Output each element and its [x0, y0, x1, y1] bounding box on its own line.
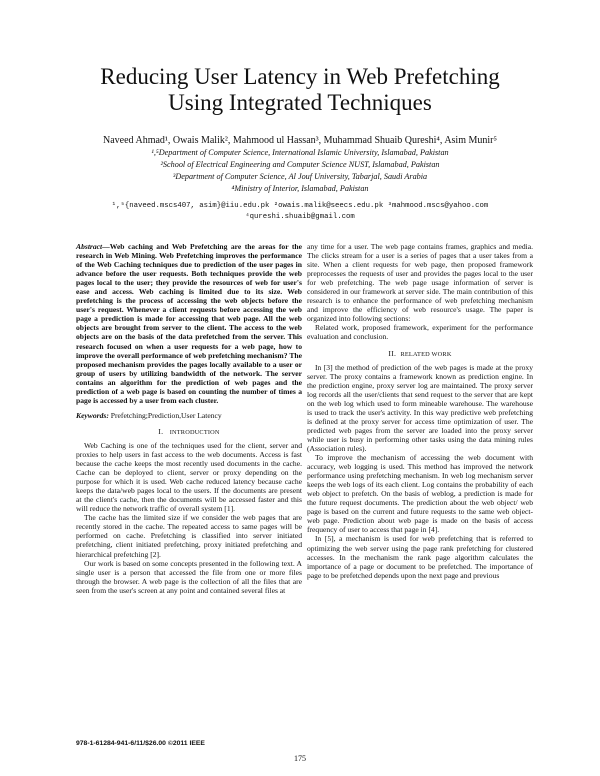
email-line-1: ¹,⁵{naveed.mscs407, asim}@iiu.edu.pk ²owais.malik@seecs.edu.pk ³mahmood.mscs@yahoo.com [111, 202, 489, 210]
intro-paragraph-2: The cache has the limited size if we consider the web pages that are recently stored in the cache. The repeated access to same pages will be performed on cache. Prefetching is classified into server initiated prefetching, client initiated prefetching, proxy initiated prefetching and hierarchical prefetching [2]. [76, 513, 302, 559]
left-column [76, 242, 302, 595]
section-heading-related-work [307, 349, 533, 359]
copyright-notice: 978-1-61284-941-6/11/$26.00 ©2011 IEEE [76, 740, 205, 747]
section-1-number: I. [158, 426, 164, 436]
abstract-lead: Abstract [76, 242, 103, 251]
intro-continued-paragraph: any time for a user. The web page contains frames, graphics and media. The clicks stream for a user is a series of pages that a user takes from a site. When a client requests for web page, then proposed framework preprocesses the requests of user and provides the pages local to the user for web prefetching. The web page usage information of server is considered in our framework at server side. The main contribution of this research is to enhance the performance of web prefetching mechanism and improve the efficiency of web resource's usage. The paper is organized into following sections: [307, 242, 533, 324]
email-block [0, 201, 600, 222]
section-heading-introduction [76, 427, 302, 437]
title-line-1: Reducing User Latency in Web Prefetching [100, 64, 500, 89]
related-work-paragraph-2: To improve the mechanism of accessing the web document with accuracy, web logging is used. This method has improved the network performance using prefetching mechanism. In web log mechanism server keeps the web logs of its each client. Log contains the probability of each web object to prefetch. On the basis of weblog, a prediction is made for the future request documents. The prediction about the web object/ web page is based on the current and future requests to the same web object-web page. Prediction about web page is made on the basis of access frequency of user to access that page in [4]. [307, 453, 533, 535]
abstract [76, 242, 302, 405]
paper-title [0, 64, 600, 116]
intro-paragraph-1: Web Caching is one of the techniques used for the client, server and proxies to help users in fast access to the web documents. Access is fast because the cache keeps the most recently used documents in the cache. Cache can be deployed to client, server or proxy depending on the purpose for which it is used. Web cache reduced latency because cache keeps the data/web pages local to the users. If the documents are present at the client's cache, then the documents will be accessed faster and this will reduce the network traffic of overall system [1]. [76, 440, 302, 514]
email-line-2: ⁴qureshi.shuaib@gmail.com [245, 212, 355, 221]
affiliation-4: ⁴Ministry of Interior, Islamabad, Pakistan [231, 184, 369, 193]
title-line-2: Using Integrated Techniques [168, 90, 432, 115]
keywords [76, 411, 302, 420]
abstract-text: —Web caching and Web Prefetching are the areas for the research in Web Mining. Web Prefetching improves the performance of the Web Caching techniques due to prediction of the user pages in advance before the user requests. Both techniques provide the web pages local to the user; they provide the resources of web for user's ease and access. Web caching is limited due to its size. Web prefetching is the process of accessing the web objects before the user's request. Whenever a client requests before accessing the web page a prediction is made for accessing that web page. All the web objects are brought from server to the client. The access to the web objects are on the basis of the data prefetched from the server. This research focused on when a user requests for a web page, how to improve the overall performance of web prefetching mechanism? The proposed mechanism provides the pages locally available to a user or group of users by utilizing bandwidth of the network. The server contains an algorithm for the prediction of web pages and the prediction of a web page is based on counting the number of times a page is accessed by a user from each cluster. [76, 242, 302, 405]
related-work-paragraph-3: In [5], a mechanism is used for web prefetching that is referred to optimizing the web server using the page rank prefetching for clustered accesses. In the mechanism the rank page algorithm calculates the importance of a page or document to be prefetched. The importance of page to be prefetched depends upon the next page and previous [307, 534, 533, 580]
keywords-lead: Keywords: [76, 410, 109, 420]
affiliation-1: ¹,⁵Department of Computer Science, International Islamic University, Islamabad, Pakistan [151, 148, 449, 157]
section-2-number: II. [388, 348, 397, 358]
affiliation-2: ²School of Electrical Engineering and Computer Science NUST, Islamabad, Pakistan [160, 160, 440, 169]
affiliation-3: ³Department of Computer Science, Al Jouf University, Tabarjal, Saudi Arabia [172, 172, 428, 181]
author-list: Naveed Ahmad¹, Owais Malik², Mahmood ul Hassan³, Muhammad Shuaib Qureshi⁴, Asim Munir⁵ [103, 135, 497, 146]
right-column [307, 242, 533, 580]
related-work-paragraph-1: In [3] the method of prediction of the web pages is made at the proxy server. The proxy contains a framework known as prediction engine. In the prediction engine, proxy server log are maintained. The proxy server log records all the user/clients that send request to the server that are kept on the web log which used to form mineable warehouse. The warehouse is used to track the user's activity. In this way predictive web prefetching is defined at the proxy server for access time optimization of user. The predicted web pages from the server are loaded into the proxy server while user is busy in performing other tasks using the data mining rules (Association rules). [307, 362, 533, 453]
page-number: 175 [294, 754, 306, 763]
intro-paragraph-3: Our work is based on some concepts presented in the following text. A single user is a person that accessed the file from one or more files through the browser. A web page is the collection of all the files that are seen from the user's screen at any point and contained several files at [76, 558, 302, 595]
paper-organization-paragraph: Related work, proposed framework, experiment for the performance evaluation and conclusion. [307, 323, 533, 342]
section-2-title: RELATED WORK [400, 350, 452, 358]
keywords-text: Prefetching;Prediction,User Latency [108, 410, 222, 420]
section-1-title: INTRODUCTION [169, 428, 220, 436]
